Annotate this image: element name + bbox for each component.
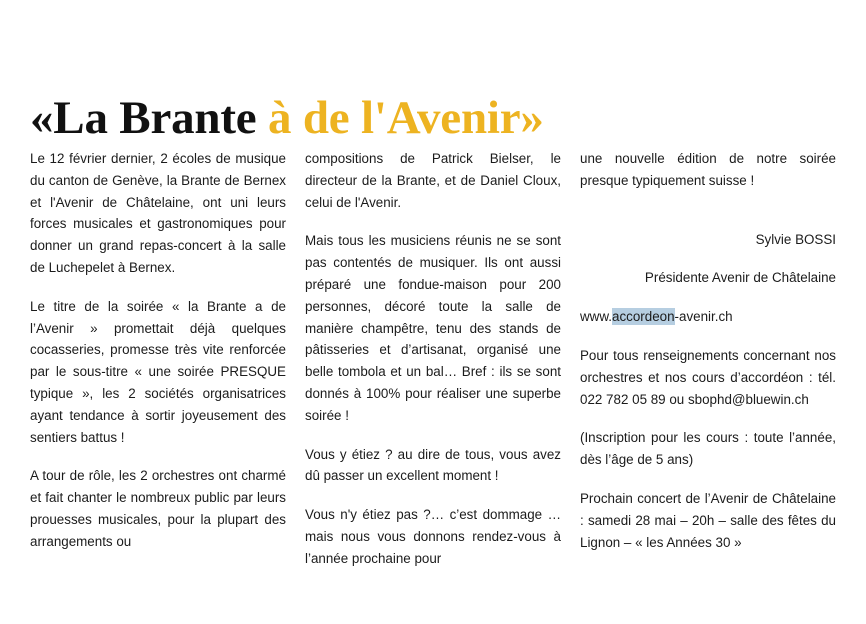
url-suffix: -avenir.ch [674,309,733,325]
signature-name: Sylvie BOSSI [755,231,836,247]
website-url[interactable] [580,306,836,328]
paragraph: Le 12 février dernier, 2 écoles de musique du canton de Genève, la Brante de Bernex et l'Avenir de Châtelaine, ont uni leurs forces musicales et gastronomiques pour donner un grand repas-concert à la salle de Luchepelet à Bernex. [30,151,286,275]
url-prefix: www. [580,309,612,325]
paragraph: Vous y étiez ? au dire de tous, vous avez dû passer un excellent moment ! [305,446,561,484]
page-title-dark-segment: «La Brante [30,92,269,145]
paragraph: Le titre de la soirée « la Brante a de l’Avenir » promettait déjà quelques cocasseries, promesse très vite renforcée par le sous-titre « une soirée PRESQUE typique », les 2 sociétés organisatrices ayant tendance à sortir joyeusement des sentiers battus ! [30,298,286,445]
paragraph: Prochain concert de l’Avenir de Châtelaine : samedi 28 mai – 20h – salle des fêtes du Lignon – « les Années 30 » [580,490,836,550]
paragraph: Pour tous renseignements concernant nos orchestres et nos cours d’accordéon : tél. 022 782 05 89 ou sbophd@bluewin.ch [580,347,836,407]
signature-role: Présidente Avenir de Châtelaine [644,270,836,286]
page-title-accent-segment: à de l'Avenir» [268,92,544,145]
article-column-3 [580,148,836,598]
paragraph: (Inscription pour les cours : toute l’année, dès l’âge de 5 ans) [580,430,836,468]
paragraph: A tour de rôle, les 2 orchestres ont charmé et fait chanter le nombreux public par leurs prouesses musicales, pour la plupart des arrangements ou [30,468,286,549]
paragraph: compositions de Patrick Bielser, le directeur de la Brante, et de Daniel Cloux, celui de l'Avenir. [305,151,561,210]
paragraph: une nouvelle édition de notre soirée presque typiquement suisse ! [580,151,836,188]
article-column-1 [30,148,286,598]
article-column-2 [305,148,561,598]
article-columns [30,148,836,598]
url-highlighted-text: accordeon [612,309,675,325]
page-title [30,93,830,144]
signature-spacer [580,209,836,229]
paragraph: Mais tous les musiciens réunis ne se sont pas contentés de musiquer. Ils ont aussi préparé une fondue-maison pour 200 personnes, décoré toute la salle de manière champêtre, tenu des stands de pâtisseries et d’artisanat, organisé une belle tombola et un bal… Bref : ils se sont donnés à 100% pour réaliser une superbe soirée ! [305,233,561,423]
paragraph: Vous n'y étiez pas ?… c’est dommage … mais nous vous donnons rendez-vous à l’année prochaine pour [305,507,561,566]
